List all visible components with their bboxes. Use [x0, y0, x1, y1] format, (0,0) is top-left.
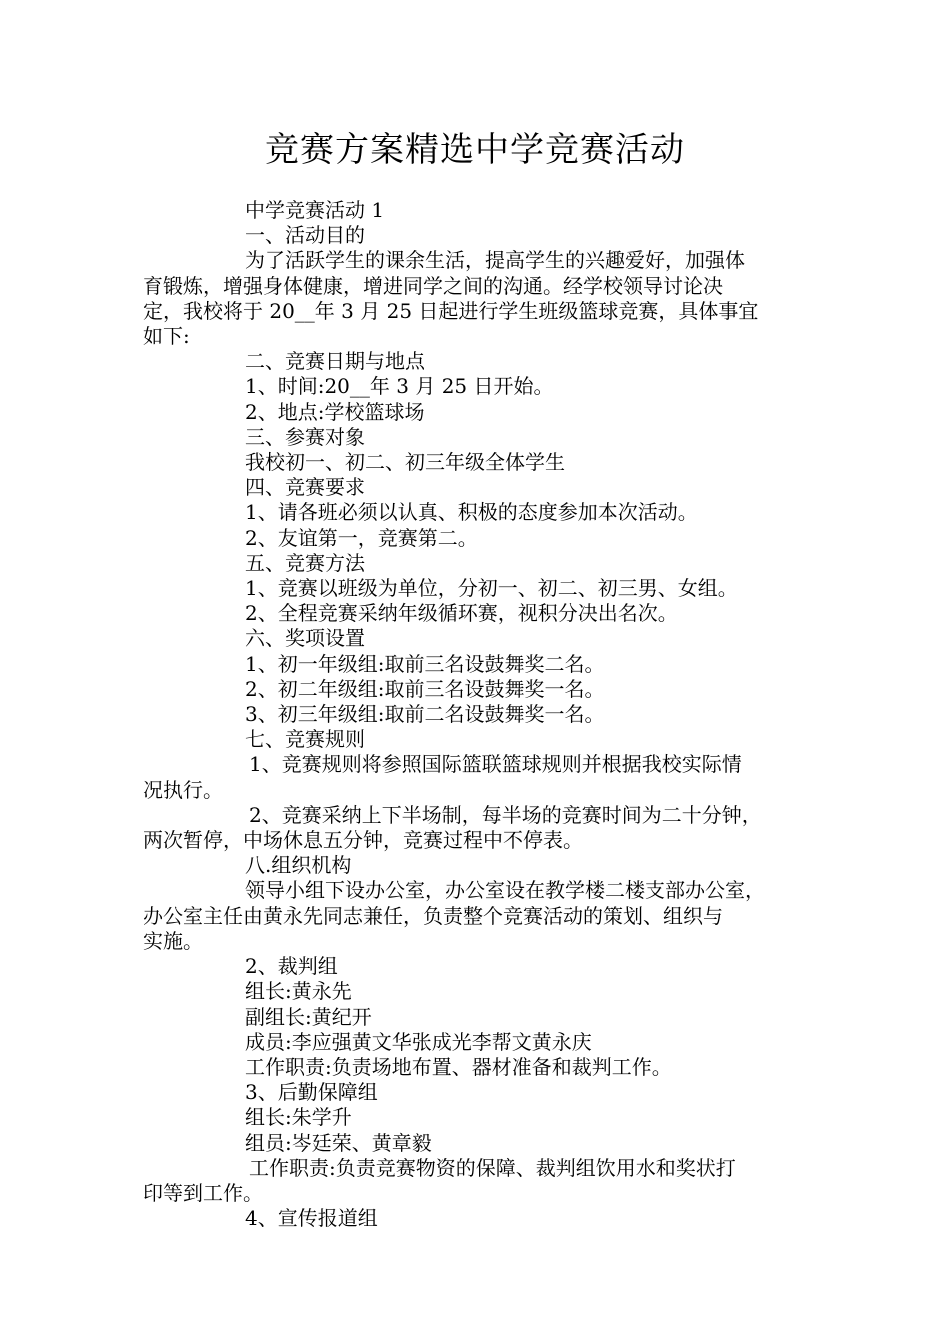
paragraph-line: 1、初一年级组:取前三名设鼓舞奖二名。	[245, 651, 605, 676]
paragraph-line: 3、初三年级组:取前二名设鼓舞奖一名。	[245, 702, 605, 727]
paragraph-line: 工作职责:负责场地布置、器材准备和裁判工作。	[245, 1054, 672, 1079]
section-heading: 四、竞赛要求	[245, 475, 365, 500]
document-body	[143, 198, 813, 1231]
paragraph-line: 组长:朱学升	[245, 1105, 352, 1130]
paragraph-line: 两次暂停，中场休息五分钟，竞赛过程中不停表。	[143, 828, 583, 853]
section-heading: 五、竞赛方法	[245, 550, 365, 575]
paragraph-line: 2、初二年级组:取前三名设鼓舞奖一名。	[245, 676, 605, 701]
paragraph-line: 我校初一、初二、初三年级全体学生	[245, 450, 565, 475]
paragraph-line: 如下:	[143, 324, 190, 349]
paragraph-line: 中学竞赛活动 1	[245, 198, 385, 222]
section-heading: 3、后勤保障组	[245, 1080, 378, 1105]
paragraph-line: 1、竞赛规则将参照国际篮联篮球规则并根据我校实际情	[249, 752, 742, 777]
paragraph-line: 组长:黄永先	[245, 979, 352, 1004]
section-heading: 三、参赛对象	[245, 424, 365, 449]
section-heading: 七、竞赛规则	[245, 727, 365, 752]
section-heading: 2、裁判组	[245, 954, 338, 979]
paragraph-line: 2、全程竞赛采纳年级循环赛，视积分决出名次。	[245, 601, 678, 626]
paragraph-line: 工作职责:负责竞赛物资的保障、裁判组饮用水和奖状打	[249, 1155, 736, 1180]
section-heading: 二、竞赛日期与地点	[245, 349, 425, 374]
paragraph-line: 2、竞赛采纳上下半场制，每半场的竞赛时间为二十分钟，	[249, 802, 762, 827]
paragraph-line: 办公室主任由黄永先同志兼任，负责整个竞赛活动的策划、组织与	[143, 903, 723, 928]
paragraph-line: 1、时间:20__年 3 月 25 日开始。	[245, 374, 554, 399]
document-title: 竞赛方案精选中学竞赛活动	[265, 130, 685, 170]
paragraph-line: 况执行。	[143, 777, 223, 802]
paragraph-line: 1、请各班必须以认真、积极的态度参加本次活动。	[245, 500, 698, 525]
section-heading: 六、奖项设置	[245, 626, 365, 651]
section-heading: 4、宣传报道组	[245, 1206, 378, 1231]
paragraph-line: 副组长:黄纪开	[245, 1004, 372, 1029]
paragraph-line: 领导小组下设办公室，办公室设在教学楼二楼支部办公室，	[245, 878, 765, 903]
paragraph-line: 实施。	[143, 928, 203, 953]
paragraph-line: 定，我校将于 20__年 3 月 25 日起进行学生班级篮球竞赛，具体事宜	[143, 298, 759, 323]
section-heading: 一、活动目的	[245, 223, 365, 248]
paragraph-line: 成员:李应强黄文华张成光李帮文黄永庆	[245, 1029, 592, 1054]
paragraph-line: 组员:岑廷荣、黄章毅	[245, 1130, 432, 1155]
paragraph-line: 1、竞赛以班级为单位，分初一、初二、初三男、女组。	[245, 576, 738, 601]
paragraph-line: 育锻炼，增强身体健康，增进同学之间的沟通。经学校领导讨论决	[143, 273, 723, 298]
paragraph-line: 2、友谊第一，竞赛第二。	[245, 525, 478, 550]
paragraph-line: 印等到工作。	[143, 1180, 263, 1205]
paragraph-line: 2、地点:学校篮球场	[245, 399, 425, 424]
section-heading: 八.组织机构	[245, 853, 352, 878]
paragraph-line: 为了活跃学生的课余生活，提高学生的兴趣爱好，加强体	[245, 248, 745, 273]
